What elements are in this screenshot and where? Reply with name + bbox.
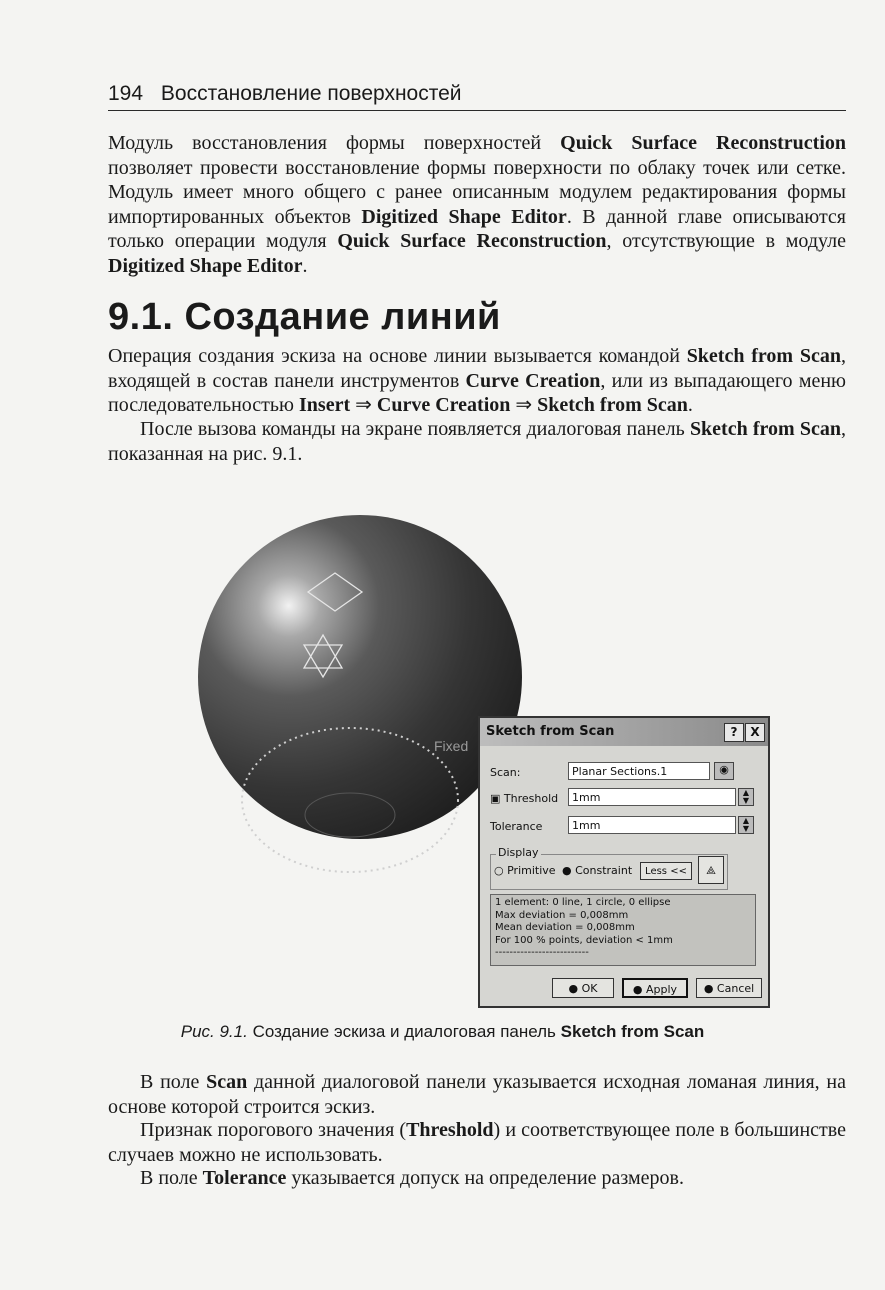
fixed-label: Fixed bbox=[434, 738, 469, 754]
text-span: , отсутствующие в модуле bbox=[606, 230, 846, 252]
bold-term: Curve Creation bbox=[465, 369, 601, 392]
bold-term: Insert bbox=[299, 394, 351, 416]
text-span: Модуль восстановления формы поверхностей bbox=[108, 132, 561, 154]
figure-caption bbox=[0, 1022, 885, 1042]
running-title: Восстановление поверхностей bbox=[160, 82, 462, 105]
info-line: 1 element: 0 line, 1 circle, 0 ellipse bbox=[495, 897, 671, 908]
ok-label: OK bbox=[581, 982, 598, 995]
cancel-label: Cancel bbox=[716, 982, 755, 995]
bold-term: Quick Surface Reconstruction bbox=[337, 230, 607, 252]
caption-bold: Sketch from Scan bbox=[560, 1022, 705, 1041]
primitive-radio[interactable]: ○ Primitive bbox=[494, 864, 556, 877]
text-span: В поле bbox=[140, 1071, 207, 1093]
text-span: . bbox=[687, 394, 693, 416]
apply-button[interactable]: ● Apply bbox=[622, 978, 688, 998]
text-span: После вызова команды на экране появляется диалоговая панель bbox=[140, 418, 690, 440]
bold-term: Sketch from Scan bbox=[689, 418, 841, 440]
ok-button[interactable]: ● OK bbox=[552, 978, 614, 998]
info-line: For 100 % points, deviation < 1mm bbox=[495, 934, 673, 946]
bold-term: Sketch from Scan bbox=[686, 345, 841, 367]
tolerance-label: Tolerance bbox=[490, 820, 543, 833]
compass-icon[interactable]: ⟁ bbox=[698, 856, 724, 884]
bold-term: Tolerance bbox=[202, 1167, 287, 1189]
paragraph-scan bbox=[108, 1070, 846, 1119]
info-line: Max deviation = 0,008mm bbox=[495, 909, 629, 921]
text-span: , показанная на рис. 9.1. bbox=[108, 418, 846, 465]
display-label: Display bbox=[498, 846, 539, 859]
text-span: Операция создания эскиза на основе линии вызывается командой bbox=[108, 345, 687, 367]
paragraph-dialog-intro bbox=[108, 417, 846, 466]
info-line: -------------------------- bbox=[495, 947, 589, 958]
bold-term: Digitized Shape Editor bbox=[361, 205, 567, 228]
constraint-radio[interactable]: ● Constraint bbox=[562, 864, 633, 877]
page-number: 194 bbox=[108, 82, 144, 105]
info-line: Mean deviation = 0,008mm bbox=[495, 922, 635, 933]
sketch-from-scan-dialog bbox=[478, 716, 770, 1008]
section-title: 9.1. Создание линий bbox=[108, 296, 501, 338]
scan-label: Scan: bbox=[490, 766, 521, 779]
text-span: Признак порогового значения ( bbox=[140, 1119, 407, 1141]
tolerance-field[interactable]: 1mm bbox=[568, 816, 736, 834]
apply-label: Apply bbox=[646, 983, 678, 996]
text-span: ⇒ bbox=[510, 394, 538, 416]
threshold-field[interactable]: 1mm bbox=[568, 788, 736, 806]
text-span: , входящей в состав панели инструментов bbox=[108, 345, 846, 392]
intro-paragraph bbox=[108, 131, 846, 278]
text-span: данной диалоговой панели указывается исходная ломаная линия, на основе которой строится эскиз. bbox=[108, 1071, 846, 1118]
text-span: позволяет провести восстановление формы поверхности по облаку точек или сетке. Модуль имеет много общего с ранее описанным модулем редактирования формы импортированных объектов bbox=[108, 156, 846, 228]
less-button[interactable]: Less << bbox=[640, 862, 692, 880]
text-span: указывается допуск на определение размеров. bbox=[286, 1167, 684, 1189]
threshold-checkbox[interactable]: ▣ Threshold bbox=[490, 792, 559, 805]
primitive-label: Primitive bbox=[507, 864, 556, 877]
tolerance-spinner[interactable]: ▲ ▼ bbox=[738, 816, 754, 834]
text-span: В поле bbox=[140, 1167, 203, 1189]
bold-term: Quick Surface Reconstruction bbox=[560, 132, 846, 154]
bold-term: Threshold bbox=[406, 1119, 494, 1141]
caption-prefix: Рис. 9.1. bbox=[180, 1022, 248, 1041]
constraint-label: Constraint bbox=[575, 864, 633, 877]
threshold-spinner[interactable]: ▲ ▼ bbox=[738, 788, 754, 806]
paragraph-threshold bbox=[108, 1118, 846, 1167]
info-box bbox=[490, 894, 756, 966]
text-span: ) и соответствующее поле в большинстве случаев можно не использовать. bbox=[108, 1119, 846, 1166]
threshold-label: Threshold bbox=[503, 792, 559, 805]
dialog-title: Sketch from Scan bbox=[480, 718, 768, 746]
text-span: . В данной главе описываются только операции модуля bbox=[108, 205, 847, 252]
bold-term: Digitized Shape Editor bbox=[108, 254, 303, 277]
caption-text: Создание эскиза и диалоговая панель bbox=[247, 1022, 561, 1041]
text-span: ⇒ bbox=[350, 394, 377, 416]
bold-term: Scan bbox=[206, 1071, 248, 1093]
running-header bbox=[108, 82, 846, 111]
text-span: , или из выпадающего меню последовательностью bbox=[108, 369, 846, 416]
text-span: . bbox=[302, 254, 308, 277]
close-button[interactable]: X bbox=[745, 723, 765, 742]
paragraph-tolerance bbox=[108, 1166, 846, 1191]
select-icon[interactable]: ◉ bbox=[714, 762, 734, 780]
help-button[interactable]: ? bbox=[724, 723, 744, 742]
cancel-button[interactable]: ● Cancel bbox=[696, 978, 762, 998]
paragraph-command bbox=[108, 344, 846, 418]
bold-term: Curve Creation bbox=[376, 394, 511, 416]
scan-field[interactable]: Planar Sections.1 bbox=[568, 762, 710, 780]
bold-term: Sketch from Scan bbox=[537, 394, 688, 416]
